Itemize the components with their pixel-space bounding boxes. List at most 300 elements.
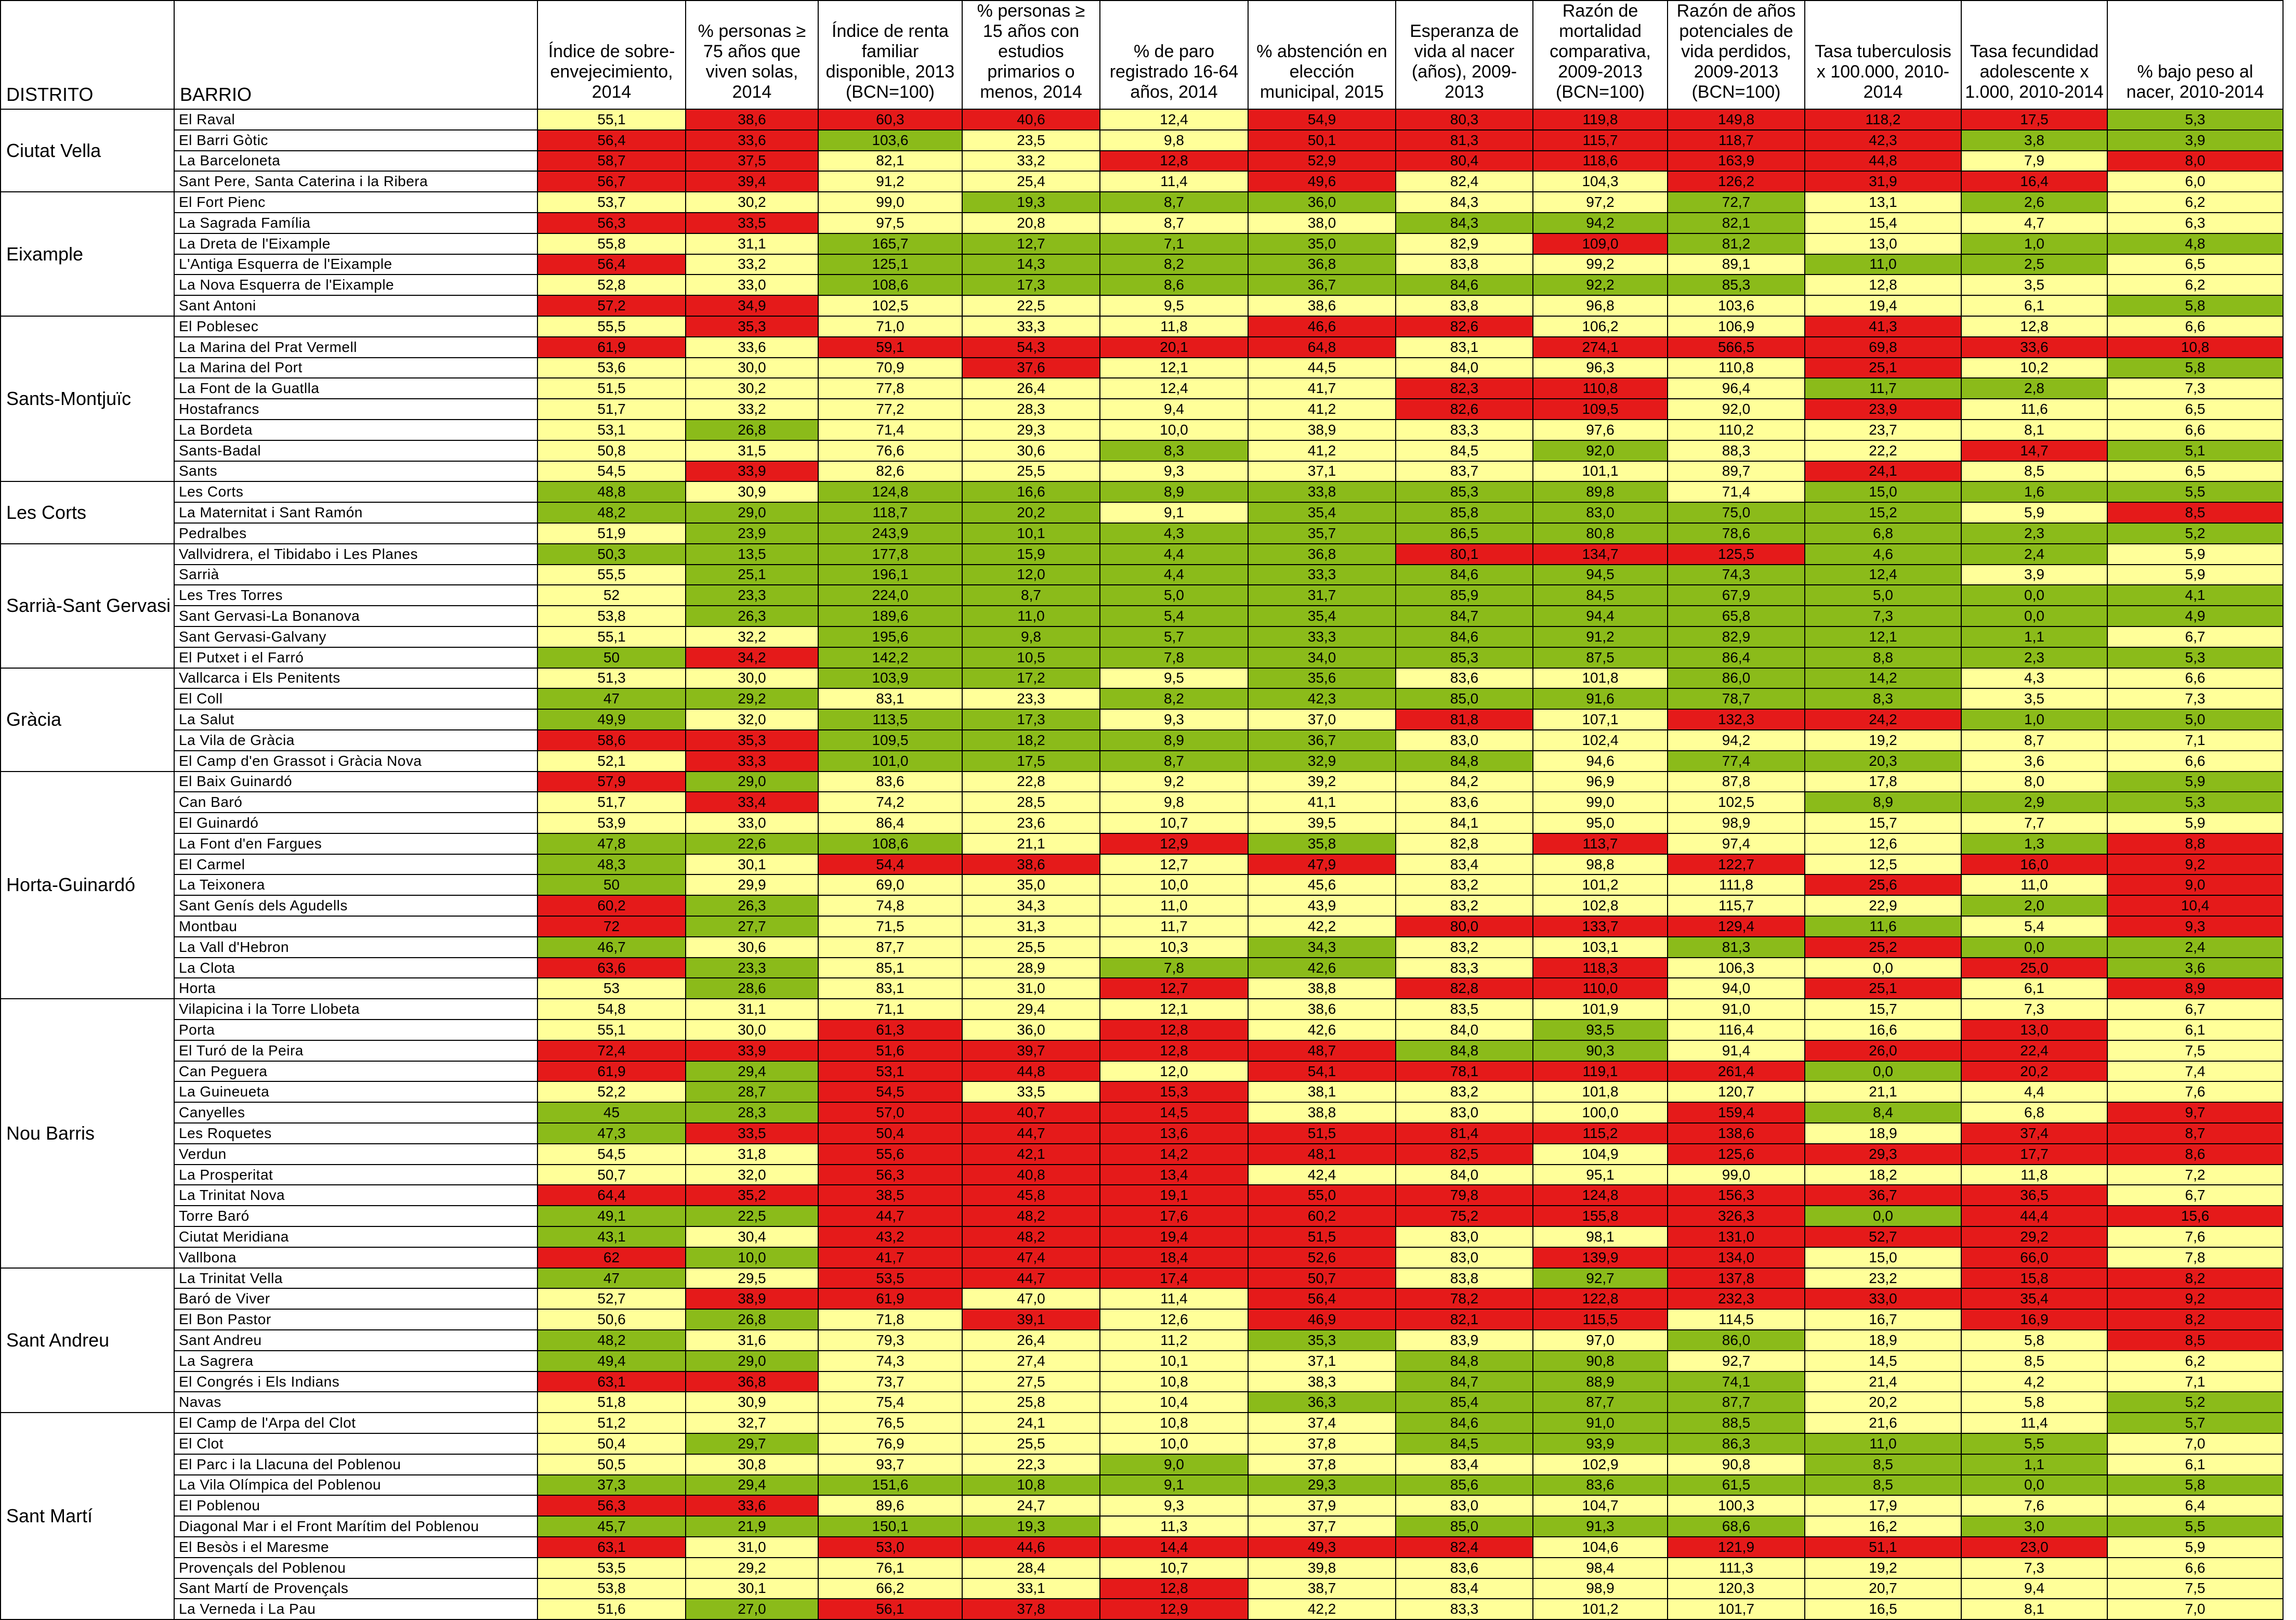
table-row — [1, 1061, 2283, 1082]
value-cell: 8,0 — [1961, 772, 2107, 792]
table-row — [1, 523, 2283, 544]
value-cell: 102,5 — [1668, 792, 1805, 813]
table-row — [1, 874, 2283, 895]
value-cell: 49,9 — [537, 709, 686, 730]
value-cell: 103,9 — [818, 668, 962, 689]
value-cell: 7,8 — [1100, 647, 1248, 668]
table-row — [1, 813, 2283, 833]
value-cell: 9,5 — [1100, 668, 1248, 689]
value-cell: 37,6 — [962, 358, 1100, 378]
barrio-cell: Vilapicina i la Torre Llobeta — [174, 999, 537, 1020]
value-cell: 32,2 — [686, 626, 818, 647]
value-cell: 91,2 — [818, 171, 962, 192]
value-cell: 20,2 — [1805, 1392, 1961, 1413]
value-cell: 2,3 — [1961, 647, 2107, 668]
barrio-cell: Montbau — [174, 916, 537, 937]
value-cell: 47,3 — [537, 1123, 686, 1144]
value-cell: 48,7 — [1248, 1040, 1396, 1061]
value-cell: 10,5 — [962, 647, 1100, 668]
value-cell: 53,7 — [537, 192, 686, 213]
value-cell: 7,7 — [1961, 813, 2107, 833]
value-cell: 33,5 — [962, 1081, 1100, 1102]
value-cell: 22,5 — [962, 295, 1100, 316]
value-cell: 116,4 — [1668, 1020, 1805, 1040]
value-cell: 58,6 — [537, 730, 686, 751]
value-cell: 9,2 — [1100, 772, 1248, 792]
value-cell: 7,0 — [2107, 1433, 2283, 1454]
value-cell: 2,5 — [1961, 254, 2107, 275]
value-cell: 37,5 — [686, 151, 818, 172]
value-cell: 40,8 — [962, 1165, 1100, 1185]
value-cell: 2,0 — [1961, 895, 2107, 916]
value-cell: 102,8 — [1533, 895, 1668, 916]
value-cell: 84,5 — [1533, 585, 1668, 606]
value-cell: 35,0 — [962, 874, 1100, 895]
value-cell: 53,8 — [537, 606, 686, 626]
value-cell: 15,4 — [1805, 213, 1961, 233]
value-cell: 3,9 — [1961, 565, 2107, 585]
value-cell: 19,4 — [1805, 295, 1961, 316]
value-cell: 88,9 — [1533, 1371, 1668, 1392]
table-body — [1, 109, 2283, 1619]
value-cell: 16,4 — [1961, 171, 2107, 192]
value-cell: 104,6 — [1533, 1537, 1668, 1558]
value-cell: 56,3 — [818, 1165, 962, 1185]
value-cell: 11,8 — [1100, 316, 1248, 337]
value-cell: 53,5 — [537, 1558, 686, 1578]
value-cell: 56,3 — [537, 1495, 686, 1516]
value-cell: 119,8 — [1533, 109, 1668, 130]
value-cell: 5,9 — [2107, 1537, 2283, 1558]
table-row — [1, 1558, 2283, 1578]
value-cell: 20,2 — [962, 502, 1100, 523]
value-cell: 6,5 — [2107, 254, 2283, 275]
value-cell: 35,2 — [686, 1185, 818, 1206]
barrio-cell: La Vila de Gràcia — [174, 730, 537, 751]
value-cell: 71,8 — [818, 1309, 962, 1330]
value-cell: 9,0 — [1100, 1454, 1248, 1475]
value-cell: 53 — [537, 978, 686, 999]
value-cell: 36,0 — [962, 1020, 1100, 1040]
value-cell: 15,0 — [1805, 481, 1961, 502]
value-cell: 43,1 — [537, 1226, 686, 1247]
value-cell: 71,0 — [818, 316, 962, 337]
value-cell: 37,4 — [1248, 1413, 1396, 1433]
value-cell: 96,4 — [1668, 378, 1805, 399]
value-cell: 32,0 — [686, 1165, 818, 1185]
value-cell: 101,1 — [1533, 461, 1668, 482]
value-cell: 83,8 — [1396, 1268, 1533, 1289]
value-cell: 95,1 — [1533, 1165, 1668, 1185]
value-cell: 50 — [537, 874, 686, 895]
value-cell: 102,5 — [818, 295, 962, 316]
value-cell: 35,4 — [1248, 606, 1396, 626]
value-cell: 8,5 — [1961, 461, 2107, 482]
value-cell: 83,6 — [1533, 1475, 1668, 1496]
value-cell: 11,7 — [1805, 378, 1961, 399]
value-cell: 16,6 — [962, 481, 1100, 502]
value-cell: 53,1 — [818, 1061, 962, 1082]
value-cell: 8,8 — [2107, 833, 2283, 854]
value-cell: 9,1 — [1100, 1475, 1248, 1496]
value-cell: 4,4 — [1961, 1081, 2107, 1102]
value-cell: 25,2 — [1805, 937, 1961, 958]
value-cell: 11,4 — [1100, 1288, 1248, 1309]
value-cell: 36,8 — [686, 1371, 818, 1392]
value-cell: 8,7 — [962, 585, 1100, 606]
value-cell: 42,6 — [1248, 1020, 1396, 1040]
value-cell: 6,8 — [1961, 1102, 2107, 1123]
barrio-cell: El Coll — [174, 688, 537, 709]
value-cell: 104,3 — [1533, 171, 1668, 192]
value-cell: 12,9 — [1100, 1599, 1248, 1619]
value-cell: 38,3 — [1248, 1371, 1396, 1392]
table-row — [1, 1516, 2283, 1537]
value-cell: 6,6 — [2107, 420, 2283, 440]
table-row — [1, 481, 2283, 502]
value-cell: 11,7 — [1100, 916, 1248, 937]
table-row — [1, 254, 2283, 275]
value-cell: 137,8 — [1668, 1268, 1805, 1289]
value-cell: 25,1 — [686, 565, 818, 585]
table-row — [1, 1413, 2283, 1433]
value-cell: 37,8 — [1248, 1454, 1396, 1475]
value-cell: 243,9 — [818, 523, 962, 544]
value-cell: 9,7 — [2107, 1102, 2283, 1123]
barrio-cell: El Poblesec — [174, 316, 537, 337]
value-cell: 83,0 — [1396, 730, 1533, 751]
value-cell: 30,8 — [686, 1454, 818, 1475]
value-cell: 33,0 — [686, 813, 818, 833]
value-cell: 83,9 — [1396, 1330, 1533, 1351]
value-cell: 37,9 — [1248, 1495, 1396, 1516]
value-cell: 76,1 — [818, 1558, 962, 1578]
value-cell: 177,8 — [818, 544, 962, 565]
value-cell: 33,3 — [686, 751, 818, 772]
value-cell: 106,9 — [1668, 316, 1805, 337]
value-cell: 83,8 — [1396, 254, 1533, 275]
value-cell: 41,1 — [1248, 792, 1396, 813]
value-cell: 38,6 — [1248, 295, 1396, 316]
value-cell: 50,5 — [537, 1454, 686, 1475]
value-cell: 53,6 — [537, 358, 686, 378]
value-cell: 6,2 — [2107, 1351, 2283, 1371]
value-cell: 8,7 — [1961, 730, 2107, 751]
value-cell: 71,5 — [818, 916, 962, 937]
value-cell: 29,4 — [686, 1475, 818, 1496]
value-cell: 50,6 — [537, 1309, 686, 1330]
value-cell: 10,0 — [1100, 1433, 1248, 1454]
value-cell: 5,8 — [1961, 1330, 2107, 1351]
value-cell: 86,0 — [1668, 668, 1805, 689]
value-cell: 10,8 — [2107, 337, 2283, 358]
value-cell: 38,1 — [1248, 1081, 1396, 1102]
value-cell: 7,2 — [2107, 1165, 2283, 1185]
value-cell: 55,1 — [537, 109, 686, 130]
value-cell: 49,6 — [1248, 171, 1396, 192]
value-cell: 7,1 — [2107, 730, 2283, 751]
barrio-cell: Vallvidrera, el Tibidabo i Les Planes — [174, 544, 537, 565]
value-cell: 30,0 — [686, 358, 818, 378]
value-cell: 81,2 — [1668, 233, 1805, 254]
barrio-cell: Sant Gervasi-La Bonanova — [174, 606, 537, 626]
district-cell: Sant Andreu — [1, 1268, 174, 1413]
district-cell: Horta-Guinardó — [1, 772, 174, 999]
barrio-cell: El Raval — [174, 109, 537, 130]
value-cell: 44,8 — [1805, 151, 1961, 172]
value-cell: 33,5 — [686, 1123, 818, 1144]
value-cell: 6,6 — [2107, 316, 2283, 337]
value-cell: 85,8 — [1396, 502, 1533, 523]
table-row — [1, 1081, 2283, 1102]
value-cell: 8,5 — [2107, 1330, 2283, 1351]
value-cell: 5,3 — [2107, 647, 2283, 668]
value-cell: 45 — [537, 1102, 686, 1123]
value-cell: 91,0 — [1668, 999, 1805, 1020]
table-row — [1, 295, 2283, 316]
value-cell: 61,9 — [818, 1288, 962, 1309]
value-cell: 10,8 — [1100, 1413, 1248, 1433]
value-cell: 36,7 — [1248, 730, 1396, 751]
value-cell: 44,7 — [962, 1123, 1100, 1144]
district-cell: Sants-Montjuïc — [1, 316, 174, 481]
value-cell: 29,5 — [686, 1268, 818, 1289]
value-cell: 84,6 — [1396, 565, 1533, 585]
value-cell: 1,0 — [1961, 709, 2107, 730]
barrio-cell: Horta — [174, 978, 537, 999]
value-cell: 50,4 — [818, 1123, 962, 1144]
value-cell: 12,0 — [962, 565, 1100, 585]
value-cell: 6,1 — [1961, 295, 2107, 316]
value-cell: 11,0 — [1805, 1433, 1961, 1454]
value-cell: 34,9 — [686, 295, 818, 316]
value-cell: 18,2 — [962, 730, 1100, 751]
value-cell: 6,2 — [2107, 275, 2283, 295]
value-cell: 62 — [537, 1247, 686, 1268]
district-cell: Nou Barris — [1, 999, 174, 1268]
value-cell: 6,7 — [2107, 626, 2283, 647]
value-cell: 10,8 — [1100, 1371, 1248, 1392]
value-cell: 30,0 — [686, 1020, 818, 1040]
header-metric: % de paro registrado 16-64 años, 2014 — [1100, 1, 1248, 109]
value-cell: 9,8 — [1100, 130, 1248, 151]
value-cell: 80,3 — [1396, 109, 1533, 130]
value-cell: 37,0 — [1248, 709, 1396, 730]
value-cell: 11,4 — [1100, 171, 1248, 192]
value-cell: 15,6 — [2107, 1206, 2283, 1226]
barrio-cell: El Turó de la Peira — [174, 1040, 537, 1061]
value-cell: 32,0 — [686, 709, 818, 730]
header-metric: % personas ≥ 75 años que viven solas, 2014 — [686, 1, 818, 109]
value-cell: 83,0 — [1396, 1226, 1533, 1247]
value-cell: 51,5 — [1248, 1123, 1396, 1144]
table-row — [1, 709, 2283, 730]
value-cell: 51,2 — [537, 1413, 686, 1433]
value-cell: 4,6 — [1805, 544, 1961, 565]
value-cell: 101,0 — [818, 751, 962, 772]
value-cell: 82,6 — [1396, 399, 1533, 420]
value-cell: 38,9 — [686, 1288, 818, 1309]
value-cell: 52,8 — [537, 275, 686, 295]
value-cell: 74,1 — [1668, 1371, 1805, 1392]
value-cell: 82,6 — [1396, 316, 1533, 337]
value-cell: 21,1 — [962, 833, 1100, 854]
barrio-cell: La Vall d'Hebron — [174, 937, 537, 958]
table-row — [1, 461, 2283, 482]
value-cell: 120,3 — [1668, 1578, 1805, 1599]
value-cell: 20,2 — [1961, 1061, 2107, 1082]
value-cell: 96,8 — [1533, 295, 1668, 316]
value-cell: 113,7 — [1533, 833, 1668, 854]
value-cell: 6,0 — [2107, 171, 2283, 192]
table-row — [1, 999, 2283, 1020]
value-cell: 124,8 — [1533, 1185, 1668, 1206]
value-cell: 21,1 — [1805, 1081, 1961, 1102]
value-cell: 7,3 — [1961, 999, 2107, 1020]
value-cell: 30,2 — [686, 192, 818, 213]
value-cell: 41,2 — [1248, 440, 1396, 461]
value-cell: 20,1 — [1100, 337, 1248, 358]
barrio-cell: La Vila Olímpica del Poblenou — [174, 1475, 537, 1496]
value-cell: 5,5 — [2107, 1516, 2283, 1537]
barrio-cell: Les Corts — [174, 481, 537, 502]
value-cell: 20,3 — [1805, 751, 1961, 772]
value-cell: 50,4 — [537, 1433, 686, 1454]
value-cell: 69,0 — [818, 874, 962, 895]
value-cell: 159,4 — [1668, 1102, 1805, 1123]
barrio-cell: La Dreta de l'Eixample — [174, 233, 537, 254]
value-cell: 37,1 — [1248, 461, 1396, 482]
barrio-cell: El Carmel — [174, 854, 537, 875]
value-cell: 71,1 — [818, 999, 962, 1020]
value-cell: 36,8 — [1248, 254, 1396, 275]
header-metric: Tasa tuberculosis x 100.000, 2010-2014 — [1805, 1, 1961, 109]
value-cell: 10,2 — [1961, 358, 2107, 378]
value-cell: 27,4 — [962, 1351, 1100, 1371]
barrio-cell: El Fort Pienc — [174, 192, 537, 213]
value-cell: 106,3 — [1668, 958, 1805, 978]
value-cell: 16,6 — [1805, 1020, 1961, 1040]
district-cell: Gràcia — [1, 668, 174, 772]
barrio-cell: Ciutat Meridiana — [174, 1226, 537, 1247]
table-row — [1, 502, 2283, 523]
value-cell: 30,6 — [686, 937, 818, 958]
value-cell: 21,6 — [1805, 1413, 1961, 1433]
value-cell: 47,0 — [962, 1288, 1100, 1309]
value-cell: 16,7 — [1805, 1309, 1961, 1330]
barrio-cell: La Font d'en Fargues — [174, 833, 537, 854]
value-cell: 51,3 — [537, 668, 686, 689]
barrio-cell: La Trinitat Vella — [174, 1268, 537, 1289]
value-cell: 83,6 — [1396, 1558, 1533, 1578]
value-cell: 77,4 — [1668, 751, 1805, 772]
value-cell: 33,3 — [1248, 626, 1396, 647]
value-cell: 26,4 — [962, 378, 1100, 399]
value-cell: 41,3 — [1805, 316, 1961, 337]
value-cell: 138,6 — [1668, 1123, 1805, 1144]
value-cell: 9,4 — [1961, 1578, 2107, 1599]
value-cell: 0,0 — [1961, 606, 2107, 626]
value-cell: 13,1 — [1805, 192, 1961, 213]
barrio-cell: Sant Andreu — [174, 1330, 537, 1351]
value-cell: 17,2 — [962, 668, 1100, 689]
value-cell: 24,1 — [1805, 461, 1961, 482]
value-cell: 83,1 — [818, 978, 962, 999]
value-cell: 101,8 — [1533, 1081, 1668, 1102]
table-row — [1, 688, 2283, 709]
value-cell: 84,7 — [1396, 1371, 1533, 1392]
value-cell: 84,3 — [1396, 213, 1533, 233]
value-cell: 1,0 — [1961, 233, 2107, 254]
value-cell: 82,8 — [1396, 978, 1533, 999]
value-cell: 75,0 — [1668, 502, 1805, 523]
value-cell: 11,4 — [1961, 1413, 2107, 1433]
barrio-cell: Les Roquetes — [174, 1123, 537, 1144]
value-cell: 25,5 — [962, 937, 1100, 958]
value-cell: 84,8 — [1396, 751, 1533, 772]
value-cell: 9,3 — [1100, 1495, 1248, 1516]
value-cell: 12,8 — [1805, 275, 1961, 295]
value-cell: 99,0 — [818, 192, 962, 213]
value-cell: 37,1 — [1248, 1351, 1396, 1371]
value-cell: 50 — [537, 647, 686, 668]
value-cell: 21,9 — [686, 1516, 818, 1537]
value-cell: 81,4 — [1396, 1123, 1533, 1144]
value-cell: 44,8 — [962, 1061, 1100, 1082]
value-cell: 55,1 — [537, 626, 686, 647]
value-cell: 131,0 — [1668, 1226, 1805, 1247]
value-cell: 30,2 — [686, 378, 818, 399]
value-cell: 39,4 — [686, 171, 818, 192]
value-cell: 125,1 — [818, 254, 962, 275]
value-cell: 54,3 — [962, 337, 1100, 358]
table-row — [1, 151, 2283, 172]
value-cell: 98,4 — [1533, 1558, 1668, 1578]
value-cell: 22,4 — [1961, 1040, 2107, 1061]
barrio-cell: Navas — [174, 1392, 537, 1413]
value-cell: 61,5 — [1668, 1475, 1805, 1496]
value-cell: 93,9 — [1533, 1433, 1668, 1454]
value-cell: 83,3 — [1396, 420, 1533, 440]
value-cell: 25,0 — [1961, 958, 2107, 978]
value-cell: 31,3 — [962, 916, 1100, 937]
value-cell: 83,6 — [1396, 792, 1533, 813]
value-cell: 47 — [537, 688, 686, 709]
value-cell: 33,3 — [1248, 565, 1396, 585]
value-cell: 82,3 — [1396, 378, 1533, 399]
value-cell: 81,3 — [1668, 937, 1805, 958]
value-cell: 38,5 — [818, 1185, 962, 1206]
table-row — [1, 1226, 2283, 1247]
value-cell: 22,9 — [1805, 895, 1961, 916]
value-cell: 39,2 — [1248, 772, 1396, 792]
value-cell: 118,7 — [818, 502, 962, 523]
value-cell: 12,4 — [1100, 109, 1248, 130]
value-cell: 98,9 — [1668, 813, 1805, 833]
value-cell: 8,0 — [2107, 151, 2283, 172]
value-cell: 50,1 — [1248, 130, 1396, 151]
value-cell: 74,3 — [1668, 565, 1805, 585]
value-cell: 30,6 — [962, 440, 1100, 461]
value-cell: 33,0 — [1805, 1288, 1961, 1309]
value-cell: 38,6 — [962, 854, 1100, 875]
value-cell: 110,8 — [1668, 358, 1805, 378]
value-cell: 12,6 — [1100, 1309, 1248, 1330]
value-cell: 84,5 — [1396, 1433, 1533, 1454]
value-cell: 11,8 — [1961, 1165, 2107, 1185]
header-metric: Razón de mortalidad comparativa, 2009-2013 (BCN=100) — [1533, 1, 1668, 109]
value-cell: 84,0 — [1396, 358, 1533, 378]
